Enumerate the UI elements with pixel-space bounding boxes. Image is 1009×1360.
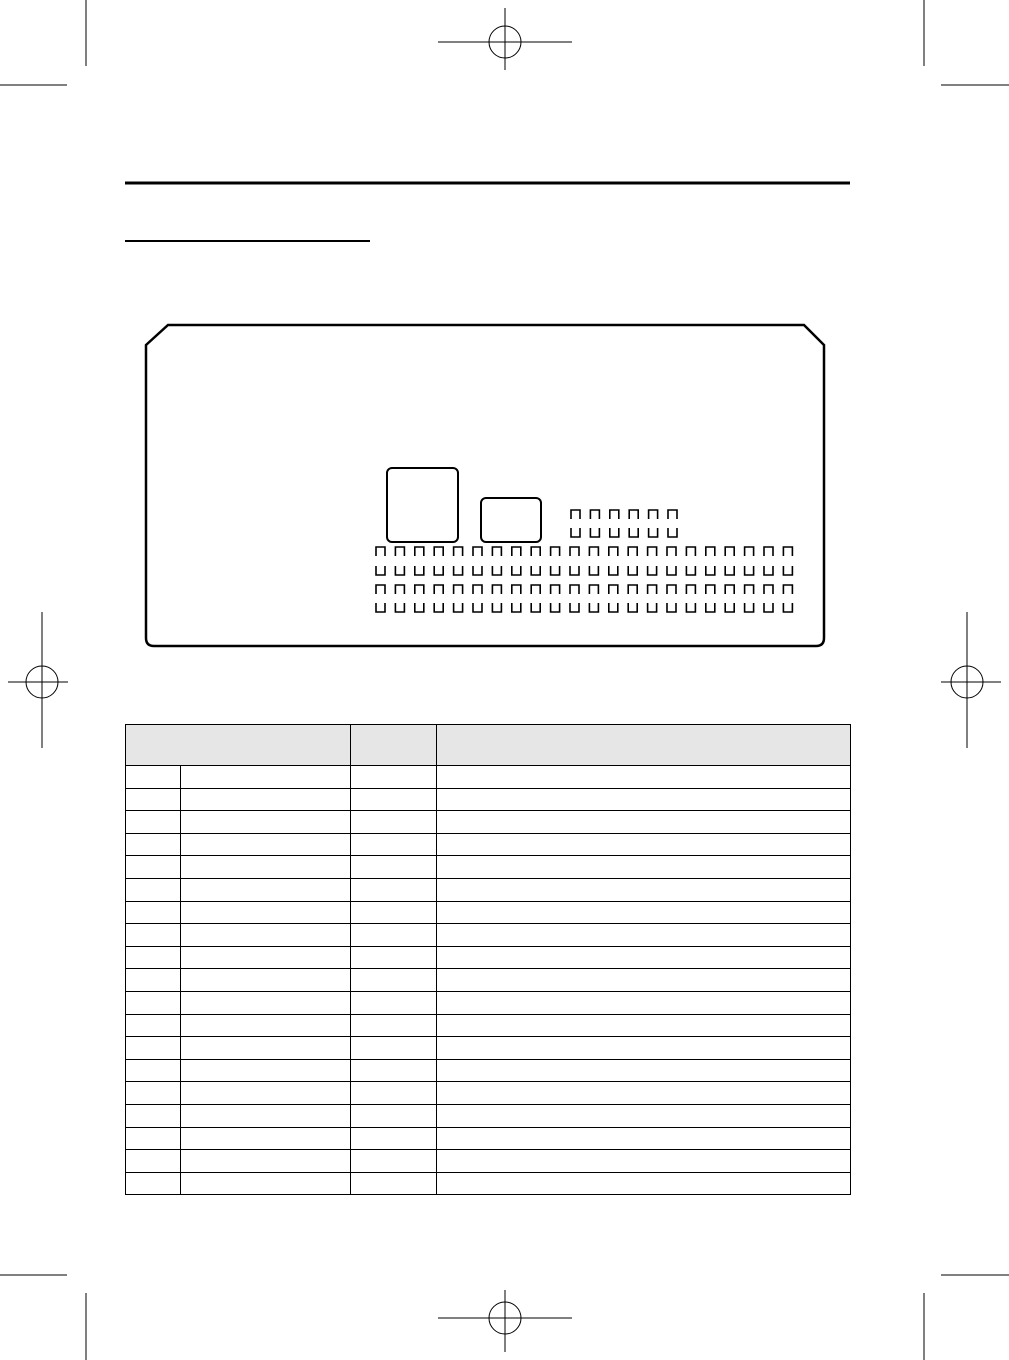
- small-fuse: [725, 603, 734, 612]
- table-cell: [126, 969, 181, 992]
- small-fuse: [512, 566, 521, 575]
- table-row: [126, 833, 851, 856]
- small-fuse: [648, 585, 657, 594]
- table-cell: [181, 946, 351, 969]
- small-fuse: [376, 566, 385, 575]
- table-cell: [126, 833, 181, 856]
- table-cell: [181, 1127, 351, 1150]
- large-fuse: [481, 498, 541, 542]
- small-fuse: [783, 585, 792, 594]
- small-fuse: [609, 585, 618, 594]
- table-cell: [437, 878, 851, 901]
- small-fuse: [764, 585, 773, 594]
- small-fuse: [571, 510, 580, 519]
- table-cell: [181, 1104, 351, 1127]
- small-fuse: [725, 585, 734, 594]
- table-cell: [126, 1082, 181, 1105]
- fuse-panel-outline: [146, 325, 824, 646]
- table-cell: [351, 788, 437, 811]
- small-fuse: [531, 603, 540, 612]
- registration-mark-right: [941, 612, 1001, 748]
- small-fuse: [415, 585, 424, 594]
- table-cell: [437, 1172, 851, 1195]
- table-cell: [437, 1104, 851, 1127]
- table-row: [126, 924, 851, 947]
- registration-mark-bottom: [438, 1290, 572, 1352]
- table-cell: [181, 788, 351, 811]
- table-row: [126, 1082, 851, 1105]
- small-fuse: [551, 603, 560, 612]
- small-fuse: [551, 585, 560, 594]
- small-fuse: [764, 566, 773, 575]
- small-fuse: [589, 585, 598, 594]
- small-fuse: [454, 566, 463, 575]
- small-fuse: [745, 585, 754, 594]
- small-fuse: [589, 603, 598, 612]
- table-cell: [437, 1037, 851, 1060]
- small-fuse: [609, 547, 618, 556]
- header-cell: [126, 725, 351, 766]
- small-fuse: [415, 547, 424, 556]
- table-cell: [126, 1127, 181, 1150]
- small-fuse: [610, 510, 619, 519]
- small-fuse: [745, 603, 754, 612]
- small-fuse: [667, 566, 676, 575]
- small-fuse: [686, 547, 695, 556]
- small-fuse: [395, 547, 404, 556]
- table-cell: [126, 788, 181, 811]
- small-fuse: [531, 566, 540, 575]
- small-fuse: [570, 585, 579, 594]
- small-fuse: [590, 510, 599, 519]
- table-cell: [351, 1037, 437, 1060]
- small-fuse: [473, 566, 482, 575]
- table-cell: [437, 1150, 851, 1173]
- table-row: [126, 946, 851, 969]
- table-cell: [181, 991, 351, 1014]
- small-fuse: [473, 547, 482, 556]
- small-fuse: [783, 603, 792, 612]
- table-cell: [181, 856, 351, 879]
- table-row: [126, 811, 851, 834]
- small-fuse: [589, 547, 598, 556]
- table-row: [126, 1014, 851, 1037]
- small-fuse: [492, 566, 501, 575]
- small-fuse: [764, 547, 773, 556]
- small-fuse: [628, 547, 637, 556]
- table-cell: [181, 969, 351, 992]
- table-cell: [351, 1059, 437, 1082]
- small-fuse: [434, 547, 443, 556]
- small-fuse: [376, 547, 385, 556]
- small-fuse: [628, 603, 637, 612]
- table-row: [126, 901, 851, 924]
- registration-mark-left: [8, 612, 68, 748]
- table-row: [126, 1127, 851, 1150]
- small-fuse: [473, 603, 482, 612]
- table-cell: [181, 811, 351, 834]
- table-cell: [126, 901, 181, 924]
- table-cell: [351, 924, 437, 947]
- table-cell: [437, 924, 851, 947]
- table-cell: [351, 1014, 437, 1037]
- table-row: [126, 1150, 851, 1173]
- table-cell: [181, 1172, 351, 1195]
- small-fuse: [706, 566, 715, 575]
- table-cell: [181, 901, 351, 924]
- table-cell: [351, 856, 437, 879]
- table-cell: [181, 766, 351, 789]
- table-cell: [126, 878, 181, 901]
- table-cell: [437, 946, 851, 969]
- table-cell: [437, 833, 851, 856]
- table-cell: [126, 1104, 181, 1127]
- table-row: [126, 1037, 851, 1060]
- table-cell: [437, 1127, 851, 1150]
- small-fuse: [590, 528, 599, 537]
- table-row: [126, 856, 851, 879]
- small-fuse: [376, 585, 385, 594]
- small-fuse: [764, 603, 773, 612]
- small-fuse: [512, 547, 521, 556]
- small-fuse: [668, 510, 677, 519]
- small-fuse: [668, 528, 677, 537]
- table-cell: [181, 1059, 351, 1082]
- registration-mark-top: [438, 8, 572, 70]
- table-cell: [351, 901, 437, 924]
- small-fuse: [512, 603, 521, 612]
- table-cell: [437, 856, 851, 879]
- small-fuse: [570, 603, 579, 612]
- small-fuse: [473, 585, 482, 594]
- table-cell: [181, 924, 351, 947]
- small-fuse: [628, 566, 637, 575]
- small-fuse: [454, 603, 463, 612]
- table-cell: [351, 1082, 437, 1105]
- small-fuse: [551, 566, 560, 575]
- small-fuse: [415, 603, 424, 612]
- table-row: [126, 1059, 851, 1082]
- small-fuse: [376, 603, 385, 612]
- table-cell: [437, 901, 851, 924]
- table-cell: [351, 969, 437, 992]
- small-fuse-grid: [376, 510, 792, 612]
- small-fuse: [667, 585, 676, 594]
- table-cell: [351, 833, 437, 856]
- small-fuse: [492, 603, 501, 612]
- small-fuse: [706, 603, 715, 612]
- small-fuse: [395, 566, 404, 575]
- table-cell: [181, 833, 351, 856]
- table-row: [126, 969, 851, 992]
- table-cell: [351, 1172, 437, 1195]
- table-cell: [126, 811, 181, 834]
- small-fuse: [609, 603, 618, 612]
- small-fuse: [570, 566, 579, 575]
- table-cell: [351, 1150, 437, 1173]
- small-fuse: [629, 528, 638, 537]
- table-cell: [437, 1059, 851, 1082]
- small-fuse: [629, 510, 638, 519]
- small-fuse: [686, 603, 695, 612]
- table-cell: [126, 946, 181, 969]
- table-cell: [126, 924, 181, 947]
- table-cell: [126, 1150, 181, 1173]
- table-cell: [351, 811, 437, 834]
- small-fuse: [571, 528, 580, 537]
- fuse-table: [125, 724, 851, 1195]
- table-cell: [126, 991, 181, 1014]
- table-cell: [351, 1127, 437, 1150]
- table-cell: [126, 856, 181, 879]
- table-row: [126, 1104, 851, 1127]
- fuse-table-header: [126, 725, 851, 766]
- small-fuse: [725, 566, 734, 575]
- small-fuse: [628, 585, 637, 594]
- table-cell: [181, 1150, 351, 1173]
- table-cell: [351, 766, 437, 789]
- table-cell: [181, 878, 351, 901]
- small-fuse: [648, 566, 657, 575]
- small-fuse: [745, 547, 754, 556]
- small-fuse: [434, 566, 443, 575]
- small-fuse: [531, 585, 540, 594]
- small-fuse: [745, 566, 754, 575]
- small-fuse: [609, 566, 618, 575]
- table-cell: [126, 1059, 181, 1082]
- small-fuse: [492, 585, 501, 594]
- small-fuse: [648, 603, 657, 612]
- table-cell: [181, 1014, 351, 1037]
- table-cell: [126, 766, 181, 789]
- small-fuse: [395, 585, 404, 594]
- table-cell: [351, 878, 437, 901]
- table-cell: [126, 1037, 181, 1060]
- table-cell: [437, 788, 851, 811]
- small-fuse: [434, 585, 443, 594]
- header-cell: [437, 725, 851, 766]
- small-fuse: [649, 528, 658, 537]
- table-cell: [437, 991, 851, 1014]
- small-fuse: [395, 603, 404, 612]
- table-cell: [437, 766, 851, 789]
- large-fuse: [387, 468, 458, 542]
- small-fuse: [551, 547, 560, 556]
- table-cell: [126, 1014, 181, 1037]
- small-fuse: [649, 510, 658, 519]
- small-fuse: [531, 547, 540, 556]
- table-row: [126, 1172, 851, 1195]
- table-cell: [437, 1014, 851, 1037]
- small-fuse: [706, 547, 715, 556]
- table-row: [126, 878, 851, 901]
- table-row: [126, 991, 851, 1014]
- table-row: [126, 766, 851, 789]
- table-cell: [181, 1037, 351, 1060]
- small-fuse: [686, 566, 695, 575]
- small-fuse: [454, 585, 463, 594]
- small-fuse: [570, 547, 579, 556]
- table-row: [126, 788, 851, 811]
- table-cell: [351, 1104, 437, 1127]
- small-fuse: [686, 585, 695, 594]
- table-cell: [351, 946, 437, 969]
- small-fuse: [434, 603, 443, 612]
- small-fuse: [512, 585, 521, 594]
- small-fuse: [667, 547, 676, 556]
- small-fuse: [589, 566, 598, 575]
- small-fuse: [783, 547, 792, 556]
- table-cell: [126, 1172, 181, 1195]
- table-cell: [437, 1082, 851, 1105]
- small-fuse: [706, 585, 715, 594]
- small-fuse: [648, 547, 657, 556]
- small-fuse: [415, 566, 424, 575]
- small-fuse: [492, 547, 501, 556]
- small-fuse: [783, 566, 792, 575]
- table-cell: [437, 969, 851, 992]
- small-fuse: [725, 547, 734, 556]
- header-cell: [351, 725, 437, 766]
- table-cell: [437, 811, 851, 834]
- table-cell: [181, 1082, 351, 1105]
- small-fuse: [454, 547, 463, 556]
- table-cell: [351, 991, 437, 1014]
- small-fuse: [610, 528, 619, 537]
- small-fuse: [667, 603, 676, 612]
